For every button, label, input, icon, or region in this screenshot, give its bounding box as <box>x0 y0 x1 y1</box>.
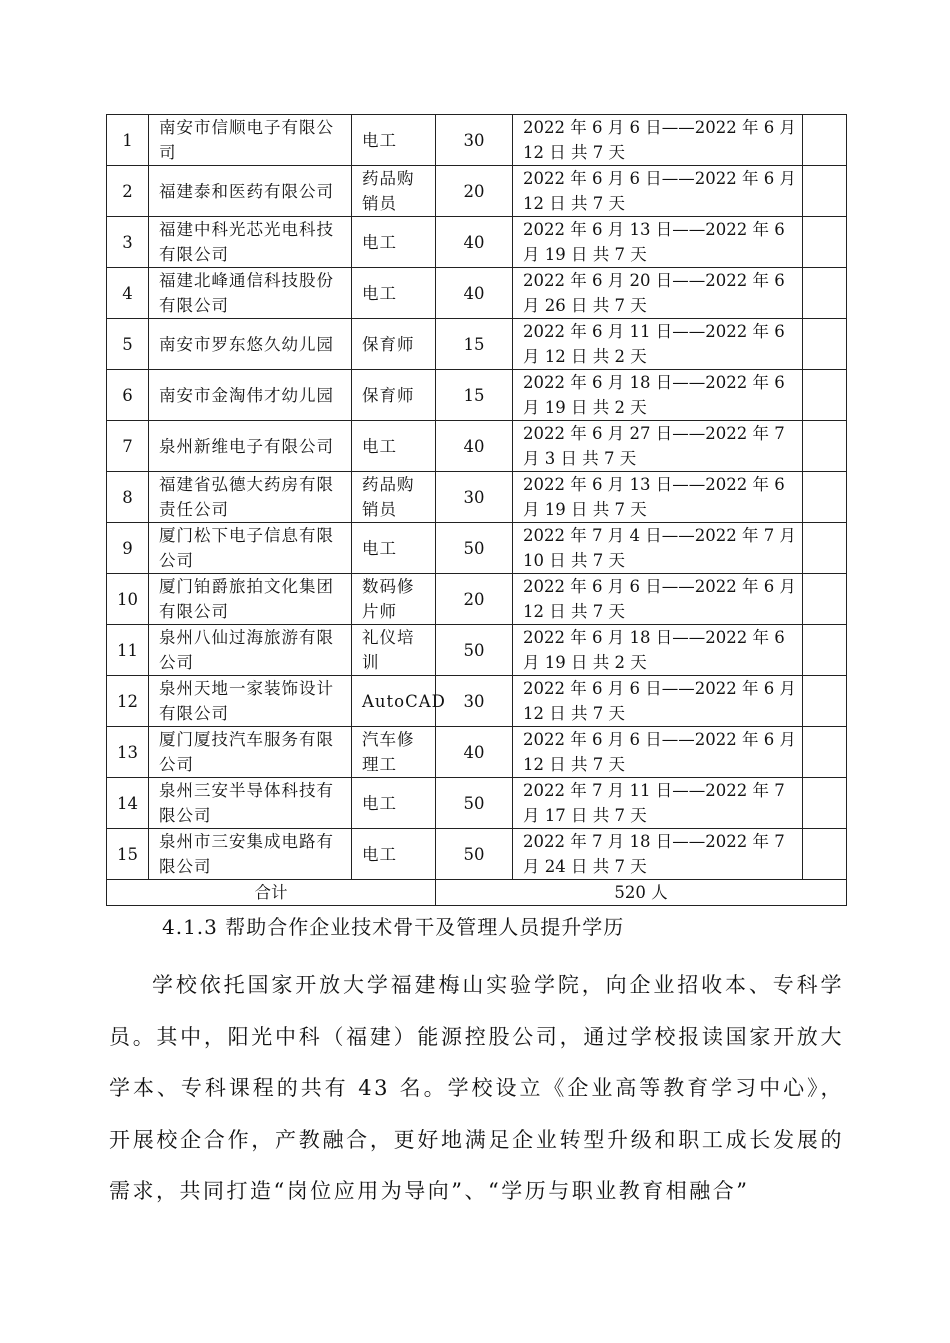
job-cell: 保育师 <box>352 319 436 370</box>
blank-cell <box>803 115 847 166</box>
period-cell: 2022 年 6 月 6 日——2022 年 6 月 12 日 共 7 天 <box>513 676 803 727</box>
table-row <box>107 370 847 421</box>
row-number-cell: 11 <box>107 625 149 676</box>
headcount-cell: 40 <box>436 727 513 778</box>
blank-cell <box>803 778 847 829</box>
headcount-cell: 15 <box>436 370 513 421</box>
row-number-cell: 6 <box>107 370 149 421</box>
period-cell: 2022 年 6 月 20 日——2022 年 6 月 26 日 共 7 天 <box>513 268 803 319</box>
blank-cell <box>803 574 847 625</box>
table-row <box>107 574 847 625</box>
job-cell: 礼仪培训 <box>352 625 436 676</box>
company-cell: 福建北峰通信科技股份有限公司 <box>149 268 352 319</box>
company-cell: 泉州天地一家装饰设计有限公司 <box>149 676 352 727</box>
section-paragraph: 学校依托国家开放大学福建梅山实验学院，向企业招收本、专科学员。其中，阳光中科（福建）能源控股公司，通过学校报读国家开放大学本、专科课程的共有 43 名。学校设立《企业高等教育学习中心》，开展校企合作，产教融合，更好地满足企业转型升级和职工成长发展的需求，共同打造“岗位应用为导向”、“学历与职业教育相融合” <box>109 973 844 1203</box>
blank-cell <box>803 319 847 370</box>
headcount-cell: 50 <box>436 829 513 880</box>
company-cell: 泉州三安半导体科技有限公司 <box>149 778 352 829</box>
company-cell: 福建中科光芯光电科技有限公司 <box>149 217 352 268</box>
job-cell: 药品购销员 <box>352 166 436 217</box>
blank-cell <box>803 523 847 574</box>
blank-cell <box>803 268 847 319</box>
company-cell: 南安市罗东悠久幼儿园 <box>149 319 352 370</box>
company-cell: 泉州八仙过海旅游有限公司 <box>149 625 352 676</box>
table-row <box>107 166 847 217</box>
company-cell: 福建省弘德大药房有限责任公司 <box>149 472 352 523</box>
blank-cell <box>803 625 847 676</box>
row-number-cell: 7 <box>107 421 149 472</box>
table-row <box>107 268 847 319</box>
company-cell: 南安市信顺电子有限公司 <box>149 115 352 166</box>
company-cell: 南安市金淘伟才幼儿园 <box>149 370 352 421</box>
table-row <box>107 472 847 523</box>
row-number-cell: 13 <box>107 727 149 778</box>
training-table <box>106 114 847 906</box>
total-row <box>107 880 847 906</box>
period-cell: 2022 年 6 月 6 日——2022 年 6 月 12 日 共 7 天 <box>513 166 803 217</box>
headcount-cell: 40 <box>436 421 513 472</box>
headcount-cell: 20 <box>436 574 513 625</box>
job-cell: 电工 <box>352 217 436 268</box>
job-cell: 数码修片师 <box>352 574 436 625</box>
table-row <box>107 727 847 778</box>
period-cell: 2022 年 6 月 18 日——2022 年 6 月 19 日 共 2 天 <box>513 370 803 421</box>
headcount-cell: 40 <box>436 268 513 319</box>
row-number-cell: 12 <box>107 676 149 727</box>
training-table-body <box>107 115 847 906</box>
blank-cell <box>803 472 847 523</box>
headcount-cell: 30 <box>436 676 513 727</box>
row-number-cell: 10 <box>107 574 149 625</box>
job-cell: AutoCAD <box>352 676 436 727</box>
total-value-cell: 520 人 <box>436 880 847 906</box>
period-cell: 2022 年 6 月 6 日——2022 年 6 月 12 日 共 7 天 <box>513 115 803 166</box>
blank-cell <box>803 166 847 217</box>
table-row <box>107 115 847 166</box>
company-cell: 厦门铂爵旅拍文化集团有限公司 <box>149 574 352 625</box>
blank-cell <box>803 217 847 268</box>
period-cell: 2022 年 6 月 6 日——2022 年 6 月 12 日 共 7 天 <box>513 727 803 778</box>
table-row <box>107 523 847 574</box>
blank-cell <box>803 370 847 421</box>
company-cell: 泉州新维电子有限公司 <box>149 421 352 472</box>
row-number-cell: 8 <box>107 472 149 523</box>
table-row <box>107 676 847 727</box>
total-label-cell: 合计 <box>107 880 436 906</box>
row-number-cell: 1 <box>107 115 149 166</box>
row-number-cell: 2 <box>107 166 149 217</box>
row-number-cell: 3 <box>107 217 149 268</box>
row-number-cell: 9 <box>107 523 149 574</box>
job-cell: 电工 <box>352 778 436 829</box>
blank-cell <box>803 421 847 472</box>
headcount-cell: 30 <box>436 115 513 166</box>
blank-cell <box>803 676 847 727</box>
job-cell: 电工 <box>352 829 436 880</box>
period-cell: 2022 年 7 月 11 日——2022 年 7 月 17 日 共 7 天 <box>513 778 803 829</box>
company-cell: 泉州市三安集成电路有限公司 <box>149 829 352 880</box>
blank-cell <box>803 829 847 880</box>
job-cell: 药品购销员 <box>352 472 436 523</box>
job-cell: 电工 <box>352 421 436 472</box>
period-cell: 2022 年 6 月 11 日——2022 年 6 月 12 日 共 2 天 <box>513 319 803 370</box>
row-number-cell: 14 <box>107 778 149 829</box>
table-row <box>107 778 847 829</box>
headcount-cell: 15 <box>436 319 513 370</box>
table-row <box>107 319 847 370</box>
headcount-cell: 30 <box>436 472 513 523</box>
training-table-container <box>106 114 846 906</box>
job-cell: 保育师 <box>352 370 436 421</box>
headcount-cell: 20 <box>436 166 513 217</box>
period-cell: 2022 年 6 月 13 日——2022 年 6 月 19 日 共 7 天 <box>513 472 803 523</box>
job-cell: 电工 <box>352 523 436 574</box>
job-cell: 电工 <box>352 115 436 166</box>
period-cell: 2022 年 7 月 18 日——2022 年 7 月 24 日 共 7 天 <box>513 829 803 880</box>
job-cell: 汽车修理工 <box>352 727 436 778</box>
period-cell: 2022 年 6 月 18 日——2022 年 6 月 19 日 共 2 天 <box>513 625 803 676</box>
period-cell: 2022 年 7 月 4 日——2022 年 7 月 10 日 共 7 天 <box>513 523 803 574</box>
table-row <box>107 829 847 880</box>
row-number-cell: 5 <box>107 319 149 370</box>
table-row <box>107 421 847 472</box>
company-cell: 厦门松下电子信息有限公司 <box>149 523 352 574</box>
blank-cell <box>803 727 847 778</box>
row-number-cell: 4 <box>107 268 149 319</box>
period-cell: 2022 年 6 月 13 日——2022 年 6 月 19 日 共 7 天 <box>513 217 803 268</box>
period-cell: 2022 年 6 月 27 日——2022 年 7 月 3 日 共 7 天 <box>513 421 803 472</box>
company-cell: 厦门厦技汽车服务有限公司 <box>149 727 352 778</box>
table-row <box>107 217 847 268</box>
headcount-cell: 50 <box>436 523 513 574</box>
row-number-cell: 15 <box>107 829 149 880</box>
headcount-cell: 50 <box>436 778 513 829</box>
section-heading: 4.1.3 帮助合作企业技术骨干及管理人员提升学历 <box>162 915 625 939</box>
period-cell: 2022 年 6 月 6 日——2022 年 6 月 12 日 共 7 天 <box>513 574 803 625</box>
company-cell: 福建泰和医药有限公司 <box>149 166 352 217</box>
job-cell: 电工 <box>352 268 436 319</box>
table-row <box>107 625 847 676</box>
headcount-cell: 40 <box>436 217 513 268</box>
headcount-cell: 50 <box>436 625 513 676</box>
